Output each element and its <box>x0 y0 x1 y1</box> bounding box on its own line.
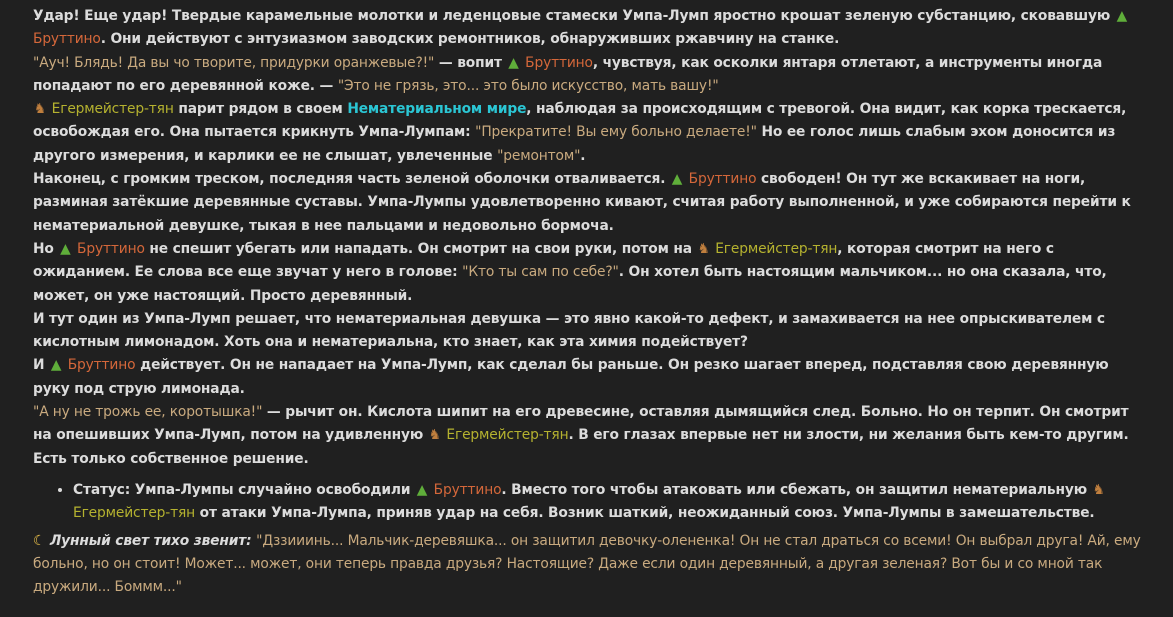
narration-text: Наконец, с громким треском, последняя часть зеленой оболочки отваливается. <box>33 171 671 188</box>
dialogue-quote: "А ну не трожь ее, коротышка!" <box>33 404 263 421</box>
paragraph-1 <box>33 5 1148 52</box>
character-name-bruttino: Бруттино <box>67 357 136 374</box>
narration-text: — вопит <box>434 54 507 71</box>
character-name-bruttino: Бруттино <box>525 54 593 71</box>
narration-text: . Он хотел быть настоящим мальчиком... но она сказала, что, может, он уже настоящий. Просто деревянный. <box>33 264 1107 304</box>
tree-icon: ▲ <box>416 481 428 498</box>
dialogue-quote: "Кто ты сам по себе?" <box>462 264 619 281</box>
tree-icon: ▲ <box>60 240 71 257</box>
narration-text: не спешит убегать или нападать. Он смотрит на свои руки, потом на <box>144 240 697 257</box>
narration-text: — рычит он. Кислота шипит на его древесине, оставляя дымящийся след. Больно. Но он терпит. Он смотрит на опешивших Умпа-Лумп, потом на удивленную <box>33 404 1129 444</box>
tree-icon: ▲ <box>508 54 519 71</box>
deer-icon: ♞ <box>428 427 441 444</box>
deer-icon: ♞ <box>33 101 47 118</box>
status-label: Статус: <box>73 481 131 498</box>
narration-text: Удар! Еще удар! Твердые карамельные молотки и леденцовые стамески Умпа-Лумп яростно крошат зеленую субстанцию, сковавшую <box>33 8 1111 24</box>
tree-icon: ▲ <box>50 357 62 374</box>
character-name-bruttino: Бруттино <box>688 171 757 188</box>
paragraph-8 <box>33 401 1148 471</box>
narration-text: И тут один из Умпа-Лумп решает, что нематериальная девушка — это явно какой-то дефект, и замахивается на нее опрыскивателем с кислотным лимонадом. Хоть она и нематериальна, кто знает, как эта химия подействует? <box>33 310 1105 351</box>
narration-text: , которая смотрит на него с ожиданием. Ее слова все еще звучат у него в голове: <box>33 240 1054 281</box>
narration-text: Но <box>33 240 59 257</box>
status-text: Умпа-Лумпы случайно освободили <box>130 481 416 498</box>
moonlight-label: Лунный свет тихо звенит: <box>49 532 252 549</box>
dialogue-quote: "ремонтом" <box>497 147 581 164</box>
chat-message <box>33 5 1148 599</box>
narration-text: Но ее голос лишь слабым эхом доносится из другого измерения, и карлики ее не слышат, увлеченные <box>33 124 1116 164</box>
narration-text: . <box>580 147 586 164</box>
paragraph-6 <box>33 308 1148 355</box>
narration-text: И <box>33 357 50 374</box>
crescent-moon-icon: ☾ <box>33 532 46 549</box>
paragraph-4 <box>33 168 1148 238</box>
location-immaterial-world: Нематериальном мире <box>347 101 527 118</box>
paragraph-5 <box>33 238 1148 308</box>
dialogue-quote: "Ауч! Блядь! Да вы чо творите, придурки оранжевые?!" <box>33 54 435 71</box>
character-name-egermeister: Егермейстер-тян <box>715 240 838 257</box>
status-list <box>33 479 1148 526</box>
character-name-bruttino: Бруттино <box>433 481 502 498</box>
deer-icon: ♞ <box>697 240 710 257</box>
paragraph-3 <box>33 98 1148 168</box>
character-name-bruttino: Бруттино <box>77 240 145 257</box>
tree-icon: ▲ <box>1116 8 1128 24</box>
moonlight-quote: "Дззииинь... Мальчик-деревяшка... он защитил девочку-олененка! Он не стал драться со всеми! Он выбрал друга! Ай, ему больно, но он стоит! Может... может, они теперь правда друзья? Настоящие? Даже если один деревянный, а другая зеленая? Вот бы и со мной так дружили... Боммм..." <box>33 532 1141 596</box>
narration-text: , наблюдая за происходящим с тревогой. Она видит, как корка трескается, освобождая его. Она пытается крикнуть Умпа-Лумпам: <box>33 101 1127 141</box>
dialogue-quote: "Прекратите! Вы ему больно делаете!" <box>475 124 757 141</box>
character-name-egermeister: Егермейстер-тян <box>73 505 196 522</box>
status-text: . Вместо того чтобы атаковать или сбежать, он защитил нематериальную <box>501 481 1092 498</box>
narration-text: свободен! Он тут же вскакивает на ноги, разминая затёкшие деревянные суставы. Умпа-Лумпы удовлетворенно кивают, считая работу выполненной, и уже собираются перейти к нематериальной девушке, тыкая в нее пальцами и недовольно бормоча. <box>33 171 1131 234</box>
moonlight-paragraph <box>33 530 1148 600</box>
tree-icon: ▲ <box>671 171 683 188</box>
paragraph-2 <box>33 52 1148 99</box>
dialogue-quote: "Это не грязь, это... это было искусство, мать вашу!" <box>337 77 719 94</box>
narration-text: парит рядом в своем <box>173 101 348 118</box>
narration-text: . Они действуют с энтузиазмом заводских ремонтников, обнаруживших ржавчину на станке. <box>100 31 840 48</box>
narration-text: . В его глазах впервые нет ни злости, ни желания быть кем-то другим. Есть только собственное решение. <box>33 427 1129 467</box>
character-name-bruttino: Бруттино <box>33 31 101 48</box>
status-item <box>73 479 1148 526</box>
deer-icon: ♞ <box>1092 481 1105 498</box>
character-name-egermeister: Егермейстер-тян <box>446 427 569 444</box>
paragraph-7 <box>33 354 1148 401</box>
narration-text: , чувствуя, как осколки янтаря отлетают, а инструменты иногда попадают по его деревянной коже. — <box>33 54 1103 94</box>
status-text: от атаки Умпа-Лумпа, приняв удар на себя. Возник шаткий, неожиданный союз. Умпа-Лумпы в замешательстве. <box>195 505 1095 522</box>
character-name-egermeister: Егермейстер-тян <box>51 101 174 118</box>
narration-text: действует. Он не нападает на Умпа-Лумп, как сделал бы раньше. Он резко шагает вперед, подставляя свою деревянную руку под струю лимонада. <box>33 357 1109 397</box>
